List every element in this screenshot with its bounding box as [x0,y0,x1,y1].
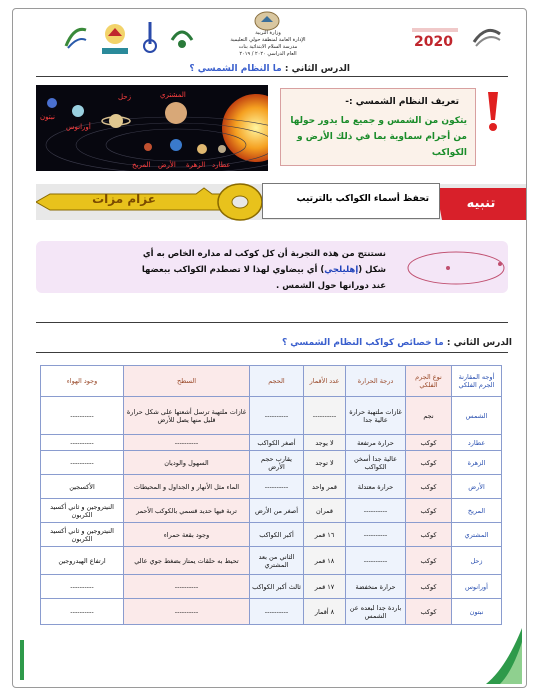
note-highlight: إهليلجي [324,265,359,275]
table-cell: قمر واحد [304,475,346,499]
table-cell: ١٦ قمر [304,523,346,547]
tip-label: تنبيه [466,196,496,211]
header-line: الإدارة العامة لمنطقة حولي التعليمية [230,37,306,43]
table-cell: النيتروجين و ثاني أكسيد الكربون [41,523,124,547]
table-cell: ---------- [250,397,304,435]
table-row [41,523,502,547]
definition-text: يتكون من الشمس و جميع ما يدور حولها من أجرام سماوية بما في ذلك الأرض و الكواكب [290,116,467,158]
table-cell: المريخ [452,499,502,523]
table-row [41,599,502,625]
table-header: نوع الجرم الفلكي [406,366,452,397]
table-cell: ---------- [346,547,406,575]
table-cell: أورانوس [452,575,502,599]
table-row [41,397,502,435]
table-cell: السهول والوديان [124,451,250,475]
table-cell: كوكب [406,523,452,547]
header-line: مدرسة السلام الابتدائية بنات [238,44,298,50]
definition-box [280,88,476,166]
table-cell: يقارب حجم الأرض [250,451,304,475]
table-header: وجود الهواء [41,366,124,397]
header-line: العام الدراسي ٢٠٢٠ / ٢٠١٩ [239,51,297,57]
lesson-question: ما خصائص كواكب النظام الشمسي ؟ [281,338,444,348]
table-cell: ارتفاع الهيدروجين [41,547,124,575]
ministry-logo-right [466,20,508,56]
table-cell: كوكب [406,499,452,523]
table-cell: ---------- [250,475,304,499]
table-header: درجة الحرارة [346,366,406,397]
school-logo-4 [168,22,196,52]
divider [36,76,508,77]
planet-label: الزهرة [186,161,206,169]
table-cell: ---------- [41,599,124,625]
tip-text: تحفظ أسماء الكواكب بالترتيب [296,194,429,204]
svg-text:2020: 2020 [414,34,453,50]
table-cell: ---------- [346,523,406,547]
table-cell: الشمس [452,397,502,435]
planet-label: أورانوس [66,123,91,131]
table-cell: تحيط به حلقات يمتاز بضغط جوي عالي [124,547,250,575]
table-header: السطح [124,366,250,397]
planet-label: المشتري [160,91,186,99]
table-header-row [41,366,502,397]
table-cell: الزهرة [452,451,502,475]
table-cell: ٨ أقمار [304,599,346,625]
lesson2-title [282,338,512,348]
planet-label: الأرض [158,161,176,169]
note-text: نستنتج من هذه التجربة أن كل كوكب له مداره الخاص به أي شكل (إهليلجي) أي بيضاوي لهذا لا تصطدم الكواكب ببعضها عند دورانها حول الشمس . [141,249,386,291]
tip-box [262,183,440,219]
school-logo-1 [62,22,90,52]
table-cell: كوكب [406,547,452,575]
table-cell: قمران [304,499,346,523]
table-row [41,451,502,475]
table-cell: نجم [406,397,452,435]
table-cell: ثالث أكبر الكواكب [250,575,304,599]
table-cell: ---------- [124,435,250,451]
table-cell: الأرض [452,475,502,499]
table-cell: النيتروجين و ثاني أكسيد الكربون [41,499,124,523]
planet-label: عطارد [212,161,231,169]
table-header: الحجم [250,366,304,397]
table-cell: نبتون [452,599,502,625]
table-cell: الثاني من بعد المشتري [250,547,304,575]
vision-logo [408,24,462,52]
planet-label: نبتون [40,113,55,121]
table-cell: زحل [452,547,502,575]
table-cell: ---------- [124,599,250,625]
table-cell: ---------- [346,499,406,523]
table-cell: حرارة معتدلة [346,475,406,499]
divider [36,352,508,353]
planet-label: زحل [118,93,132,101]
lesson-label: الدرس الثاني : [446,338,512,348]
table-cell: أصغر من الأرض [250,499,304,523]
corner-decoration-icon [476,628,522,684]
table-cell: لا يوجد [304,435,346,451]
school-logo-3 [136,20,164,56]
key-name: عزام مزات [92,192,156,206]
table-cell: ---------- [41,451,124,475]
table-header: عدد الأقمار [304,366,346,397]
table-cell: غازات ملتهبة ترسل أشعتها على شكل حرارة قليل منها يصل للأرض [124,397,250,435]
table-cell: كوكب [406,575,452,599]
definition-title: تعريف النظام الشمسي :- [345,97,459,107]
table-cell: وجود بقعة حمراء [124,523,250,547]
table-row [41,435,502,451]
table-cell: كوكب [406,599,452,625]
table-cell: ---------- [304,397,346,435]
table-cell: حرارة مرتفعة [346,435,406,451]
table-cell: كوكب [406,451,452,475]
table-cell: حرارة منخفضة [346,575,406,599]
table-cell: ---------- [250,599,304,625]
table-cell: الماء مثل الأنهار و الجداول و المحيطات [124,475,250,499]
table-cell: غازات ملتهبة حرارة عالية جدا [346,397,406,435]
school-logo-2 [98,20,132,56]
table-cell: لا توجد [304,451,346,475]
corner-line-decoration [20,640,24,680]
table-cell: باردة جدا لبعده عن الشمس [346,599,406,625]
table-cell: كوكب [406,475,452,499]
table-row [41,475,502,499]
table-cell: ١٧ قمر [304,575,346,599]
note-text-part: أي بيضاوي لهذا لا تصطدم الكواكب ببعضها عند دورانها حول الشمس . [141,265,386,291]
table-cell: أصغر الكواكب [250,435,304,451]
table-row [41,547,502,575]
exclamation-icon [486,92,500,132]
table-cell: أكبر الكواكب [250,523,304,547]
table-cell: ---------- [124,575,250,599]
table-cell: عطارد [452,435,502,451]
table-cell: ---------- [41,575,124,599]
planets-table [40,365,502,625]
divider [36,322,508,323]
orbit-diagram [404,248,508,288]
table-cell: المشتري [452,523,502,547]
planet-label: المريخ [132,161,151,169]
table-cell: الأكسجين [41,475,124,499]
solar-system-image [36,85,268,171]
table-cell: ١٨ قمر [304,547,346,575]
lesson1-title [189,64,350,74]
table-cell: ---------- [41,397,124,435]
note-text-part: نستنتج من هذه التجربة أن كل كوكب له مداره الخاص به أي شكل [142,249,386,275]
table-header: أوجه المقارنة الجرم الفلكي [452,366,502,397]
table-row [41,499,502,523]
table-row [41,575,502,599]
table-cell: ---------- [41,435,124,451]
table-cell: عالية جدا أسخن الكواكب [346,451,406,475]
header-line: وزارة التربية [255,30,281,36]
lesson-label: الدرس الثاني : [284,64,350,74]
ministry-header-text [208,30,328,58]
lesson-question: ما النظام الشمسي ؟ [189,64,282,74]
table-cell: كوكب [406,435,452,451]
table-cell: تربة فيها حديد قسمي بالكوكب الأحمر [124,499,250,523]
kuwait-emblem [252,10,282,32]
